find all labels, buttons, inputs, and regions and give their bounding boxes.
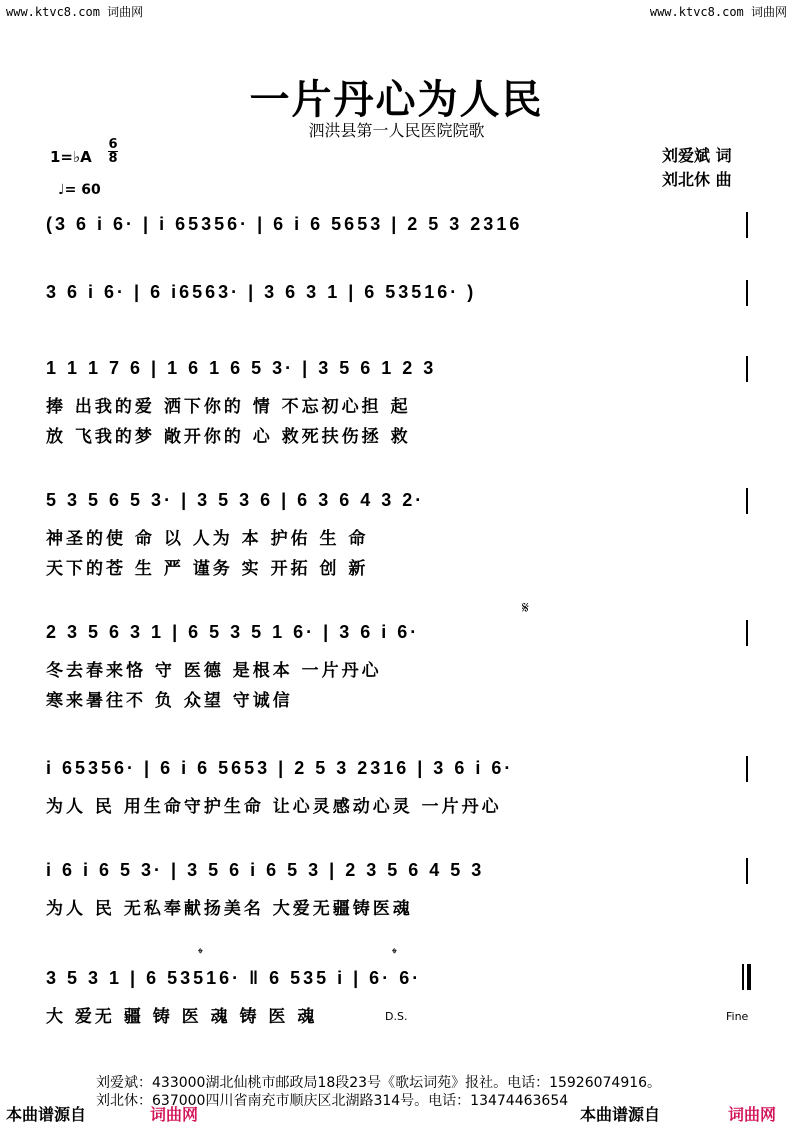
lyric-line-3-verse-1: 捧 出我的爱 洒下你的 情 不忘初心担 起 — [46, 397, 411, 417]
site-url-left[interactable]: www.ktvc8.com 词曲网 — [6, 5, 144, 19]
barline — [746, 756, 748, 782]
tempo-marking: ♩= 60 — [58, 182, 101, 198]
notation-line-4: 5 3 5 6 5 3· | 3 5 3 6 | 6 3 6 4 3 2· — [46, 490, 425, 510]
song-title: 一片丹心为人民 — [249, 77, 544, 123]
barline — [746, 488, 748, 514]
footer-contact-2: 刘北休：637000四川省南充市顺庆区北湖路314号。电话：13474463654 — [96, 1093, 569, 1109]
lyric-line-4-verse-2: 天下的苍 生 严 谨务 实 开拓 创 新 — [46, 559, 369, 579]
notation-line-5: 2 3 5 6 3 1 | 6 5 3 5 1 6· | 3 6 i 6· — [46, 622, 420, 642]
lyric-line-8: 大 爱无 疆 铸 医 魂 铸 医 魂 — [46, 1007, 318, 1027]
fine-marking: Fine — [726, 1010, 749, 1023]
notation-line-7: i 6 i 6 5 3· | 3 5 6 i 6 5 3 | 2 3 5 6 4 5 3 — [46, 860, 485, 880]
time-signature: 6 8 — [108, 137, 118, 166]
source-label-right: 本曲谱源自 — [580, 1105, 661, 1124]
song-subtitle: 泗洪县第一人民医院院歌 — [308, 121, 485, 140]
coda-mark: 𝄌 — [198, 946, 203, 962]
key-signature: 1=♭A — [50, 148, 92, 166]
barline — [746, 620, 748, 646]
source-label-left: 本曲谱源自 — [6, 1105, 87, 1124]
ds-marking: D.S. — [385, 1010, 408, 1023]
footer-contact-1: 刘爱斌：433000湖北仙桃市邮政局18段23号《歌坛词苑》报社。电话：15926074916。 — [96, 1075, 662, 1091]
notation-line-3: 1 1 1 7 6 | 1 6 1 6 5 3· | 3 5 6 1 2 3 — [46, 358, 437, 378]
lyric-line-5-verse-1: 冬去春来恪 守 医德 是根本 一片丹心 — [46, 661, 382, 681]
notation-line-2: 3 6 i 6· | 6 i6563· | 3 6 3 1 | 6 53516· ) — [46, 282, 477, 302]
final-barline-thick — [747, 964, 751, 990]
lyric-line-5-verse-2: 寒来暑往不 负 众望 守诚信 — [46, 691, 293, 711]
notation-line-6: i 65356· | 6 i 6 5653 | 2 5 3 2316 | 3 6 i 6· — [46, 758, 514, 778]
barline — [746, 280, 748, 306]
lyric-line-6: 为人 民 用生命守护生命 让心灵感动心灵 一片丹心 — [46, 797, 502, 817]
lyric-line-4-verse-1: 神圣的使 命 以 人为 本 护佑 生 命 — [46, 529, 369, 549]
barline — [746, 858, 748, 884]
segno-mark: 𝄋 — [522, 598, 529, 617]
lyricist-credit: 刘爱斌 词 — [662, 146, 732, 165]
final-barline-thin — [742, 964, 744, 990]
site-url-right[interactable]: www.ktvc8.com 词曲网 — [649, 5, 787, 19]
lyric-line-7: 为人 民 无私奉献扬美名 大爱无疆铸医魂 — [46, 899, 413, 919]
site-logo-left[interactable]: 词曲网 — [150, 1105, 199, 1124]
composer-credit: 刘北休 曲 — [662, 170, 732, 189]
coda-mark: 𝄌 — [392, 946, 397, 962]
lyric-line-3-verse-2: 放 飞我的梦 敞开你的 心 救死扶伤拯 救 — [46, 427, 411, 447]
notation-line-1: (3 6 i 6· | i 65356· | 6 i 6 5653 | 2 5 3 2316 — [46, 214, 523, 234]
barline — [746, 212, 748, 238]
site-logo-right[interactable]: 词曲网 — [728, 1105, 777, 1124]
barline — [746, 356, 748, 382]
notation-line-8: 3 5 3 1 | 6 53516· ‖ 6 535 i | 6· 6· — [46, 968, 422, 988]
